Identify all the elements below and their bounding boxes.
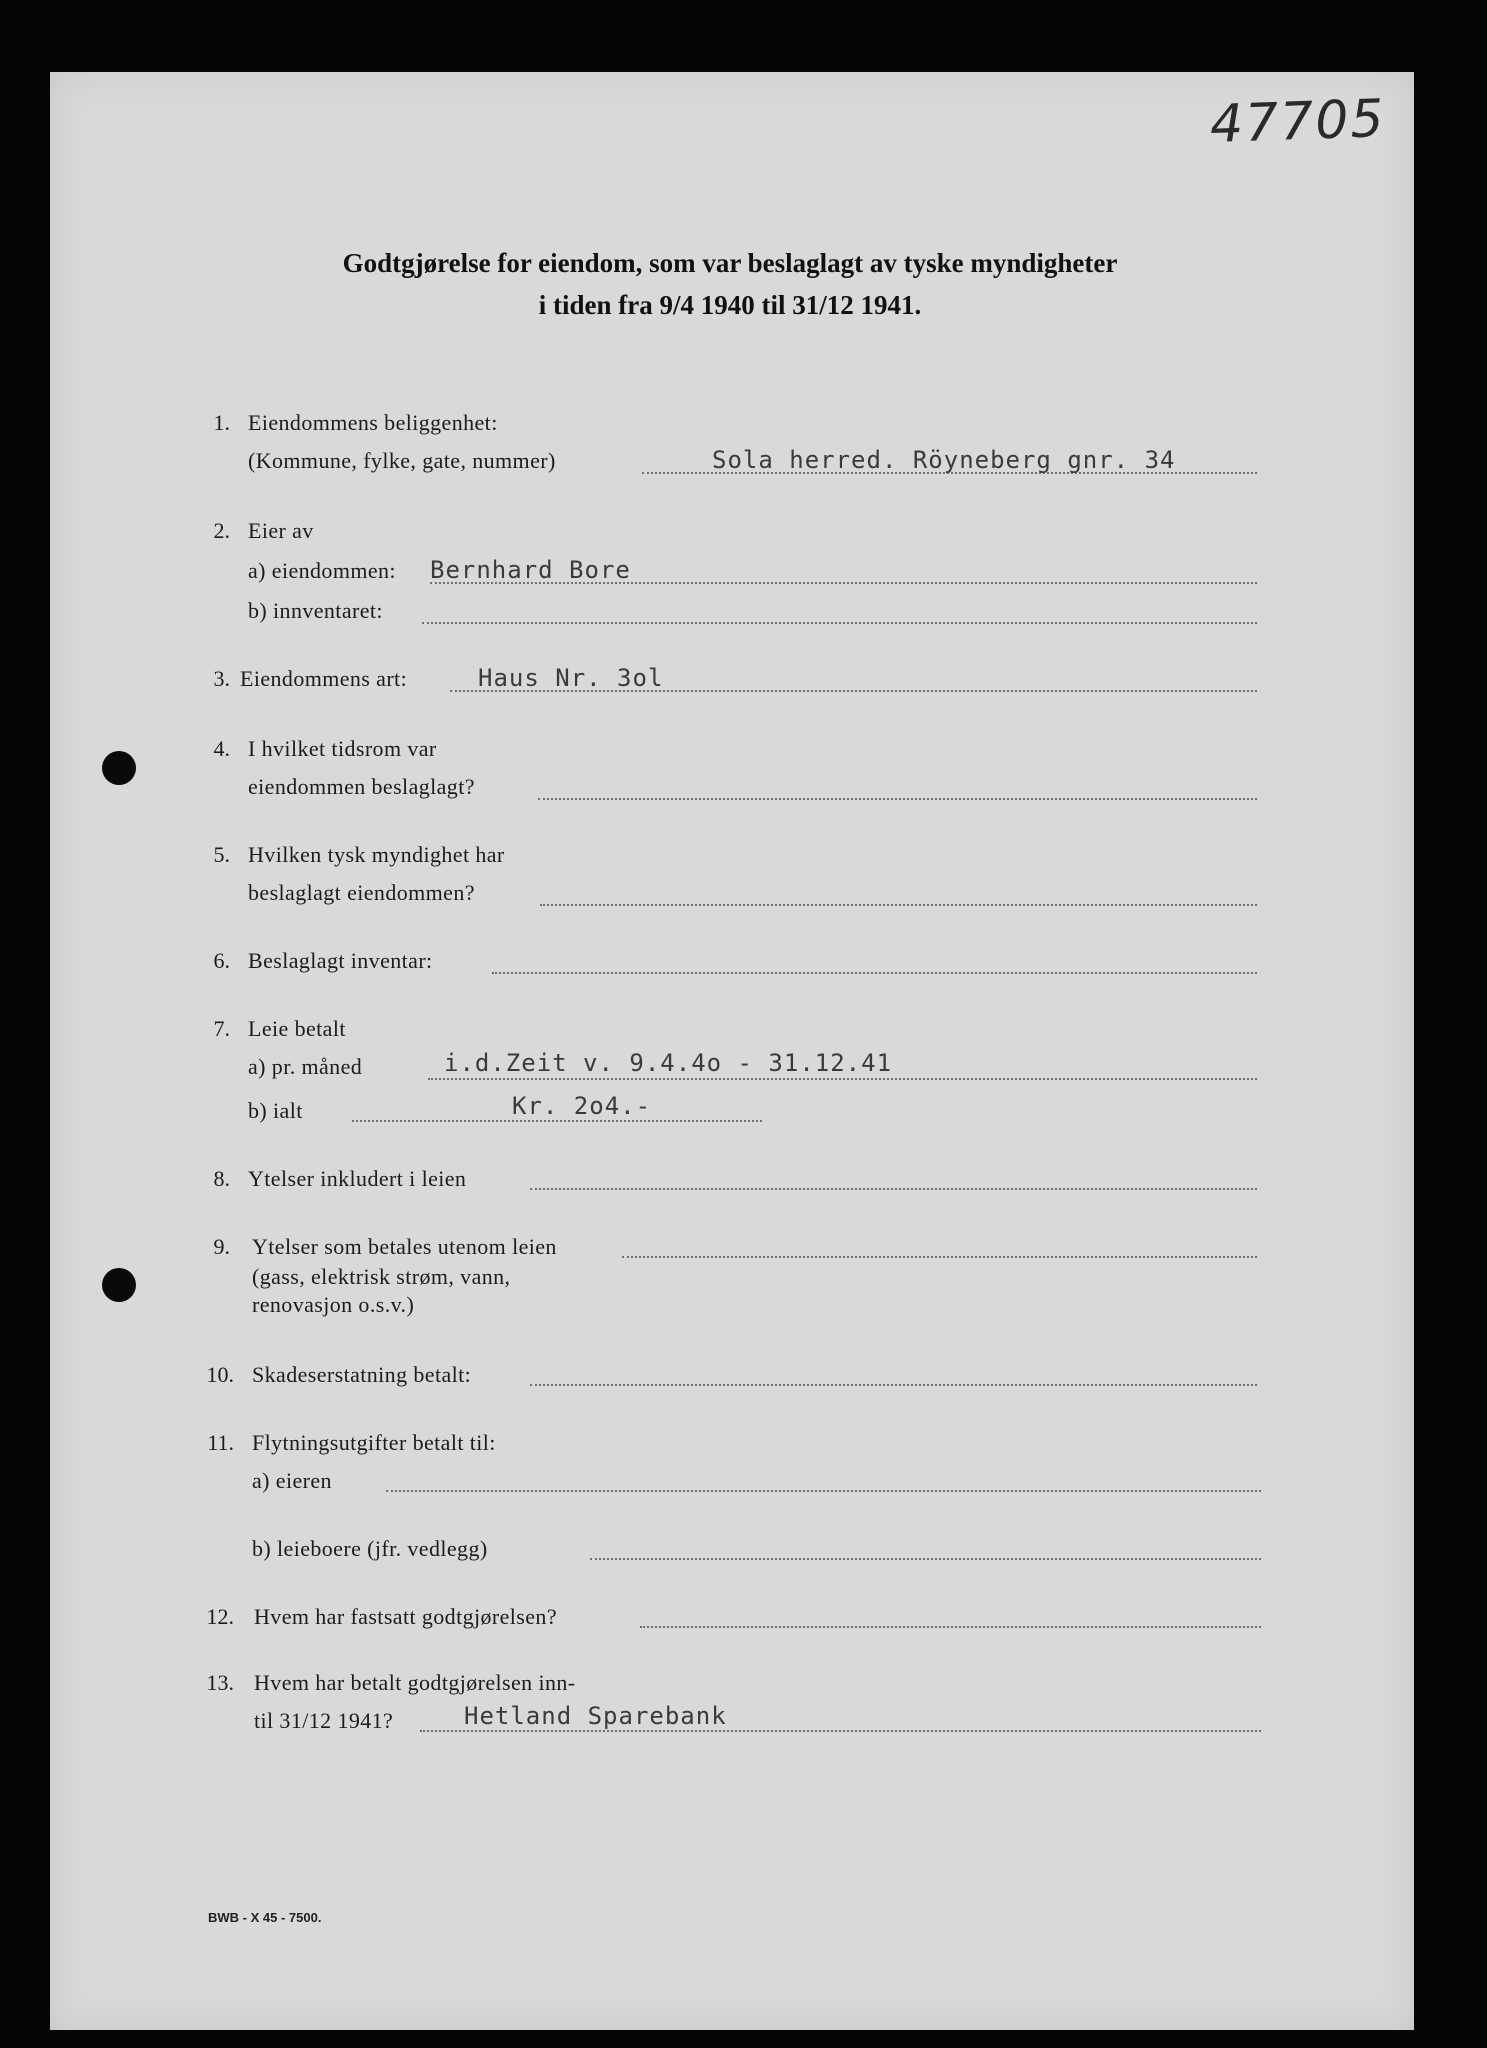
q3-label: Eiendommens art: (240, 666, 408, 691)
q10-answer-line (530, 1384, 1257, 1386)
q6-answer-line (492, 972, 1257, 974)
q1-label: Eiendommens beliggenhet: (248, 410, 498, 435)
q2-label: Eier av (248, 518, 314, 543)
form-title-line-1: Godtgjørelse for eiendom, som var beslaglagt av tyske myndigheter (342, 248, 1118, 278)
q4-answer-line (538, 798, 1257, 800)
item-number: 1. (213, 410, 230, 435)
q9-sublabel-2: renovasjon o.s.v.) (252, 1292, 415, 1317)
q1-answer: Sola herred. Röyneberg gnr. 34 (712, 446, 1176, 474)
q8-answer-line (530, 1188, 1257, 1190)
q11b-answer-line (590, 1558, 1261, 1560)
q11a-answer-line (386, 1490, 1261, 1492)
item-number: 10. (206, 1362, 234, 1387)
item-number: 9. (213, 1234, 230, 1259)
q5-answer-line (540, 904, 1257, 906)
q9-label: Ytelser som betales utenom leien (252, 1234, 557, 1259)
q1-sublabel: (Kommune, fylke, gate, nummer) (248, 448, 556, 473)
q3-answer: Haus Nr. 3ol (478, 664, 664, 692)
q10-label: Skadeserstatning betalt: (252, 1362, 472, 1387)
q7b-answer-line (352, 1120, 762, 1122)
q13-sublabel: til 31/12 1941? (254, 1708, 394, 1733)
q8-label: Ytelser inkludert i leien (248, 1166, 467, 1191)
q6-label: Beslaglagt inventar: (248, 948, 433, 973)
item-number: 2. (213, 518, 230, 543)
item-number: 8. (213, 1166, 230, 1191)
item-number: 11. (207, 1430, 234, 1455)
item-number: 4. (213, 736, 230, 761)
item-number: 12. (206, 1604, 234, 1629)
q5-label: Hvilken tysk myndighet har (248, 842, 505, 867)
q4-sublabel: eiendommen beslaglagt? (248, 774, 475, 799)
q2a-label: a) eiendommen: (248, 558, 396, 583)
q7a-label: a) pr. måned (248, 1054, 363, 1079)
archive-number: 47705 (1209, 88, 1387, 156)
q13-answer: Hetland Sparebank (464, 1702, 727, 1730)
item-number: 3. (213, 666, 230, 691)
q11b-label: b) leieboere (jfr. vedlegg) (252, 1536, 488, 1561)
q13-label: Hvem har betalt godtgjørelsen inn- (254, 1670, 576, 1695)
q7a-answer-line (428, 1078, 1257, 1080)
q9-answer-line (622, 1256, 1257, 1258)
q2b-answer-line (422, 622, 1257, 624)
punch-hole-top (102, 751, 136, 785)
q12-label: Hvem har fastsatt godtgjørelsen? (254, 1604, 557, 1629)
punch-hole-bottom (102, 1268, 136, 1302)
q7b-label: b) ialt (248, 1098, 303, 1123)
q13-answer-line (420, 1730, 1261, 1732)
q2b-label: b) innventaret: (248, 598, 383, 623)
q4-label: I hvilket tidsrom var (248, 736, 437, 761)
q2a-answer: Bernhard Bore (430, 556, 631, 584)
item-number: 6. (213, 948, 230, 973)
item-number: 5. (213, 842, 230, 867)
q5-sublabel: beslaglagt eiendommen? (248, 880, 475, 905)
q9-sublabel-1: (gass, elektrisk strøm, vann, (252, 1264, 511, 1289)
q11a-label: a) eieren (252, 1468, 332, 1493)
item-number: 7. (213, 1016, 230, 1041)
form-footer-code: BWB - X 45 - 7500. (208, 1910, 322, 1925)
form-title-line-2: i tiden fra 9/4 1940 til 31/12 1941. (538, 290, 922, 320)
q7b-answer: Kr. 2o4.- (512, 1092, 652, 1120)
item-number: 13. (206, 1670, 234, 1695)
q7a-answer: i.d.Zeit v. 9.4.4o - 31.12.41 (444, 1049, 893, 1077)
q7-label: Leie betalt (248, 1016, 346, 1041)
q12-answer-line (640, 1626, 1261, 1628)
q11-label: Flytningsutgifter betalt til: (252, 1430, 496, 1455)
